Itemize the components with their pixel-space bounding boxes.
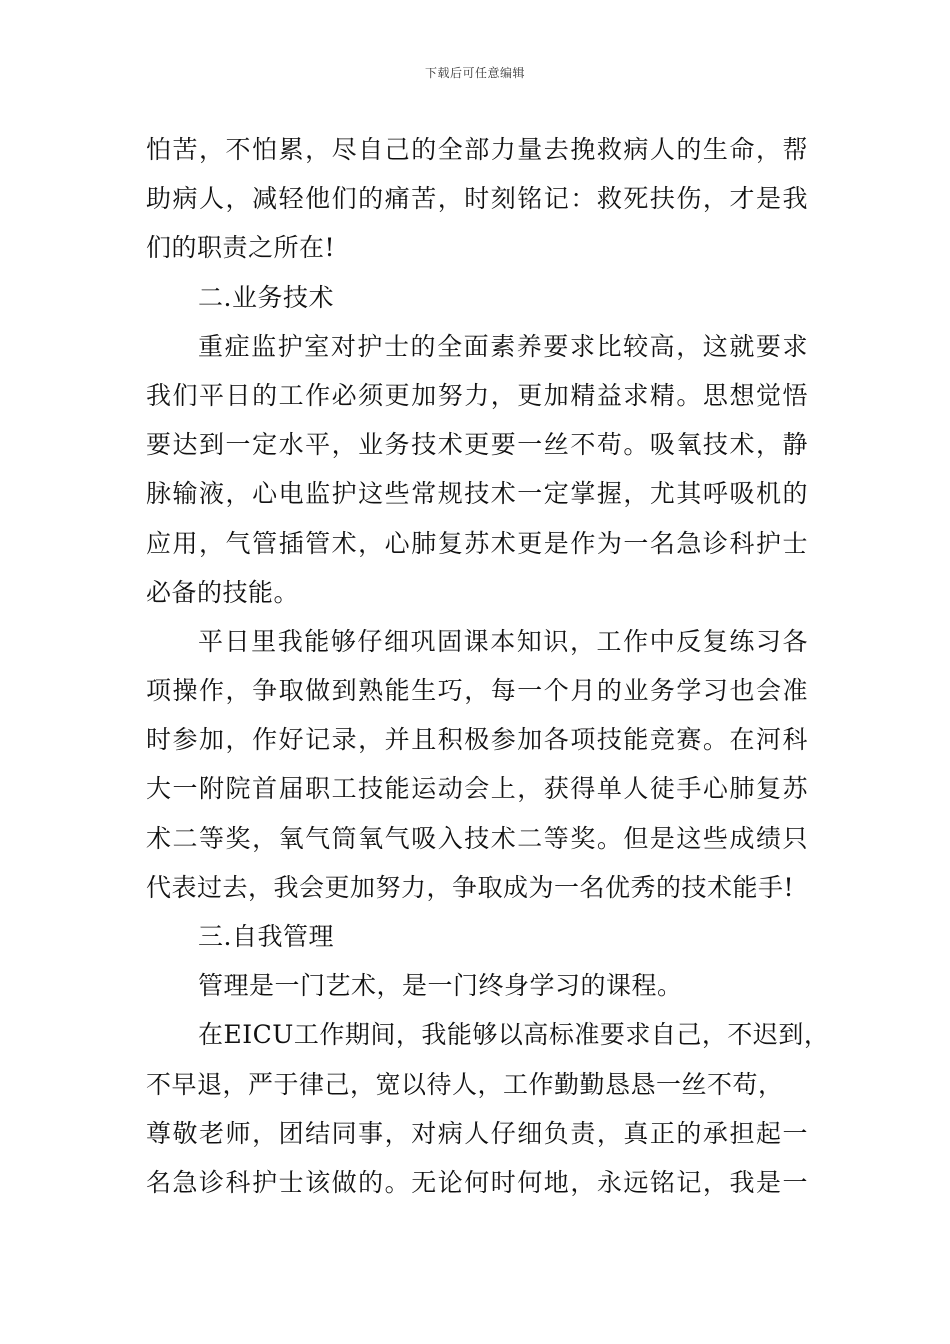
text-line: 大一附院首届职工技能运动会上，获得单人徒手心肺复苏 — [146, 774, 808, 804]
text-line: 应用，气管插管术，心肺复苏术更是作为一名急诊科护士 — [146, 528, 808, 558]
section-heading: 三.自我管理 — [198, 922, 334, 951]
text-line: 名急诊科护士该做的。无论何时何地，永远铭记，我是一 — [146, 1167, 808, 1197]
text-line: 平日里我能够仔细巩固课本知识，工作中反复练习各 — [198, 626, 808, 656]
text-line: 不早退，严于律己，宽以待人，工作勤勤恳恳一丝不苟， — [146, 1069, 784, 1099]
text-line: 怕苦，不怕累，尽自己的全部力量去挽救病人的生命，帮 — [146, 135, 808, 164]
text-line: 脉输液，心电监护这些常规技术一定掌握，尤其呼吸机的 — [146, 479, 808, 509]
text-line: 们的职责之所在! — [146, 233, 336, 263]
text-line: 术二等奖，氧气筒氧气吸入技术二等奖。但是这些成绩只 — [146, 823, 808, 853]
text-line: 项操作，争取做到熟能生巧，每一个月的业务学习也会准 — [146, 676, 808, 706]
text-line: 我们平日的工作必须更加努力，更加精益求精。思想觉悟 — [146, 380, 808, 410]
text-line: 管理是一门艺术，是一门终身学习的课程。 — [198, 971, 683, 1001]
document-body — [146, 125, 830, 1207]
text-line: 重症监护室对护士的全面素养要求比较高，这就要求 — [198, 331, 808, 361]
page-header-note: 下载后可任意编辑 — [424, 66, 525, 80]
text-line: 时参加，作好记录，并且积极参加各项技能竞赛。在河科 — [146, 725, 808, 755]
text-line: 尊敬老师，团结同事，对病人仔细负责，真正的承担起一 — [146, 1118, 808, 1148]
text-line: 代表过去，我会更加努力，争取成为一名优秀的技术能手! — [146, 872, 795, 902]
text-line: 在EICU工作期间，我能够以高标准要求自己，不迟到， — [198, 1020, 830, 1050]
section-heading: 二.业务技术 — [198, 282, 334, 312]
text-line: 助病人，减轻他们的痛苦，时刻铭记：救死扶伤，才是我 — [146, 184, 808, 214]
text-line: 必备的技能。 — [146, 577, 300, 607]
text-line: 要达到一定水平，业务技术更要一丝不苟。吸氧技术，静 — [146, 430, 808, 460]
